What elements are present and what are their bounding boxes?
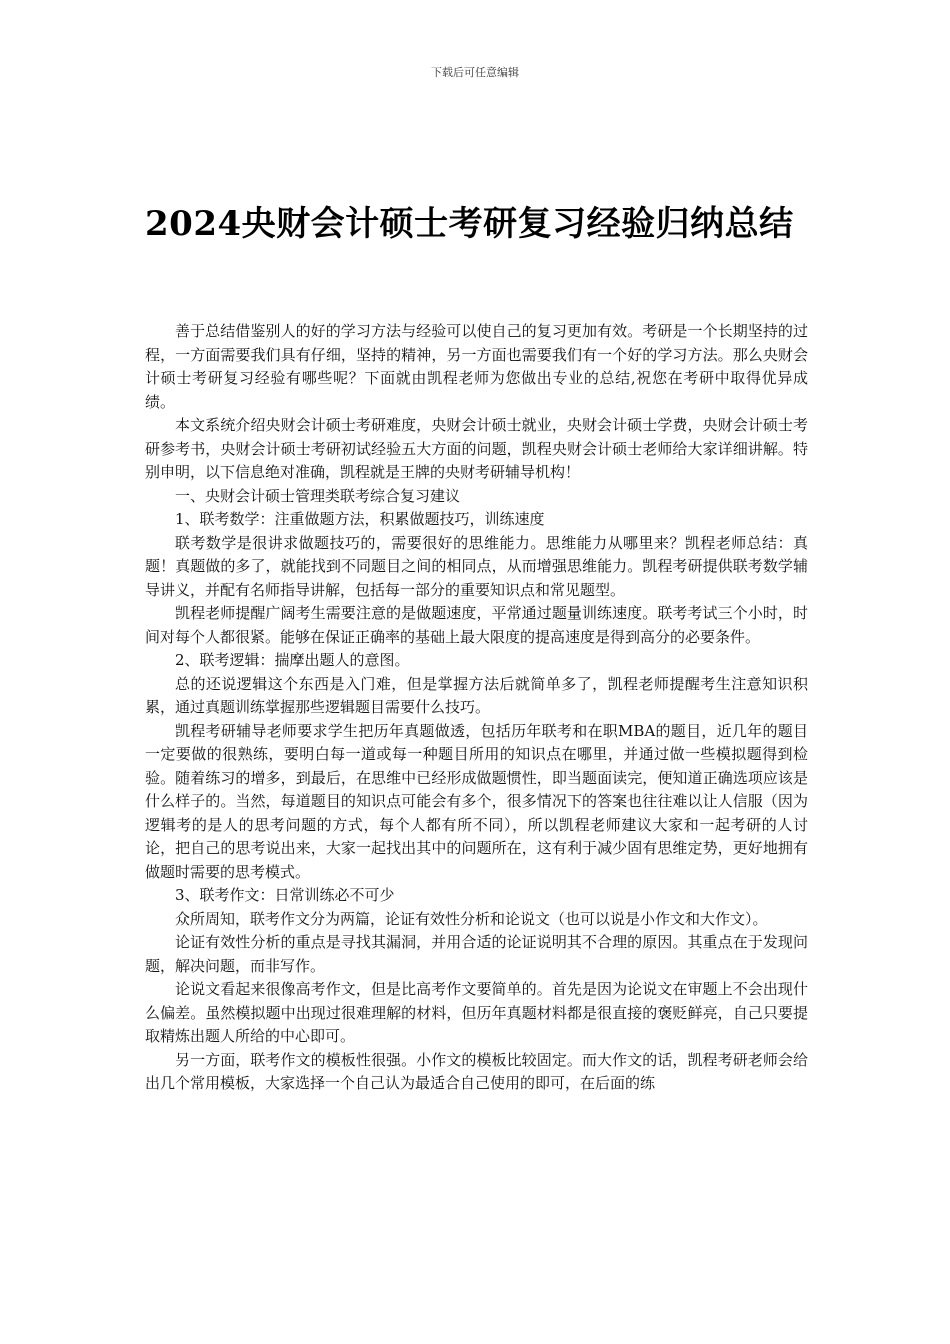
paragraph: 凯程考研辅导老师要求学生把历年真题做透，包括历年联考和在职MBA的题目，近几年的题目一定要做的很熟练，要明白每一道或每一种题目所用的知识点在哪里，并通过做一些模拟题得到检验。随着练习的增多，到最后，在思维中已经形成做题惯性，即当题面读完，便知道正确选项应该是什么样子的。当然，每道题目的知识点可能会有多个，很多情况下的答案也往往难以让人信服（因为逻辑考的是人的思考问题的方式，每个人都有所不同），所以凯程老师建议大家和一起考研的人讨论，把自己的思考说出来，大家一起找出其中的问题所在，这有利于减少固有思维定势，更好地拥有做题时需要的思考模式。 — [145, 721, 808, 881]
paragraph: 论证有效性分析的重点是寻找其漏洞，并用合适的论证说明其不合理的原因。其重点在于发现问题，解决问题，而非写作。 — [145, 933, 808, 975]
paragraph: 联考数学是很讲求做题技巧的，需要很好的思维能力。思维能力从哪里来？凯程老师总结：真题！真题做的多了，就能找到不同题目之间的相同点，从而增强思维能力。凯程考研提供联考数学辅导讲义，并配有名师指导讲解，包括每一部分的重要知识点和常见题型。 — [145, 533, 808, 599]
document-title: 2024央财会计硕士考研复习经验归纳总结 — [145, 204, 794, 244]
document-body — [145, 320, 808, 1096]
paragraph: 本文系统介绍央财会计硕士考研难度，央财会计硕士就业，央财会计硕士学费，央财会计硕士考研参考书，央财会计硕士考研初试经验五大方面的问题，凯程央财会计硕士老师给大家详细讲解。特别申明，以下信息绝对准确，凯程就是王牌的央财考研辅导机构！ — [145, 416, 808, 481]
paragraph: 论说文看起来很像高考作文，但是比高考作文要简单的。首先是因为论说文在审题上不会出现什么偏差。虽然模拟题中出现过很难理解的材料，但历年真题材料都是很直接的褒贬鲜亮，自己只要提取精炼出题人所给的中心即可。 — [145, 980, 808, 1045]
subsection-heading: 3、联考作文：日常训练必不可少 — [175, 886, 395, 904]
paragraph: 凯程老师提醒广阔考生需要注意的是做题速度，平常通过题量训练速度。联考考试三个小时，时间对每个人都很紧。能够在保证正确率的基础上最大限度的提高速度是得到高分的必要条件。 — [145, 604, 808, 646]
paragraph: 善于总结借鉴别人的好的学习方法与经验可以使自己的复习更加有效。考研是一个长期坚持的过程，一方面需要我们具有仔细，坚持的精神，另一方面也需要我们有一个好的学习方法。那么央财会计硕士考研复习经验有哪些呢？下面就由凯程老师为您做出专业的总结,祝您在考研中取得优异成绩。 — [145, 322, 808, 411]
paragraph: 另一方面，联考作文的模板性很强。小作文的模板比较固定。而大作文的话，凯程考研老师会给出几个常用模板，大家选择一个自己认为最适合自己使用的即可，在后面的练 — [145, 1050, 808, 1092]
subsection-heading: 1、联考数学：注重做题方法，积累做题技巧，训练速度 — [175, 510, 545, 528]
paragraph: 总的还说逻辑这个东西是入门难，但是掌握方法后就简单多了，凯程老师提醒考生注意知识积累，通过真题训练掌握那些逻辑题目需要什么技巧。 — [145, 674, 808, 716]
subsection-heading: 2、联考逻辑：揣摩出题人的意图。 — [175, 651, 410, 669]
paragraph: 众所周知，联考作文分为两篇，论证有效性分析和论说文（也可以说是小作文和大作文）。 — [175, 909, 768, 928]
section-heading: 一、央财会计硕士管理类联考综合复习建议 — [175, 486, 461, 505]
page-header: 下载后可任意编辑 — [431, 66, 519, 79]
